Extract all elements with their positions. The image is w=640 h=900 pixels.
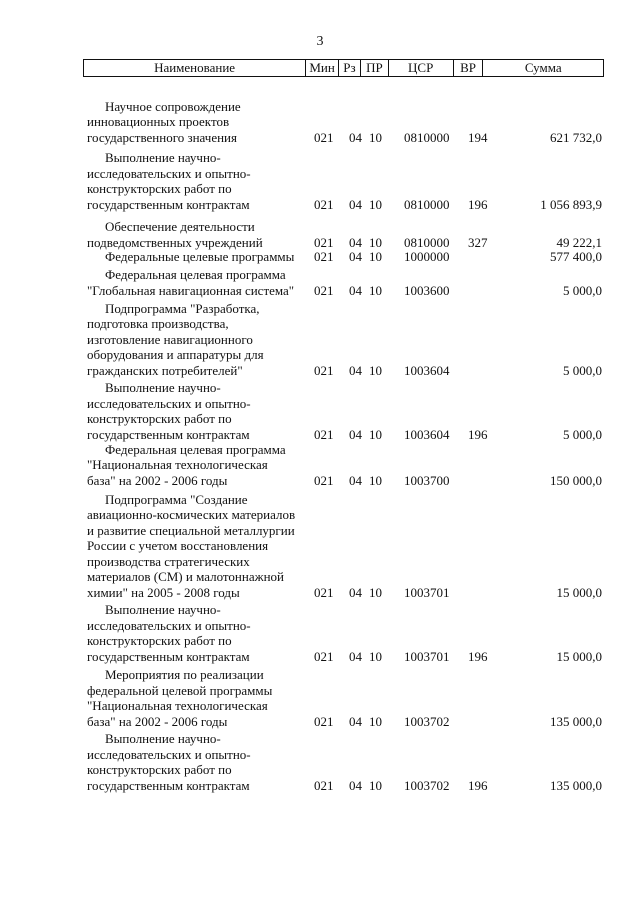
row-name-line: подведомственных учреждений bbox=[87, 234, 263, 250]
row-sum: 150 000,0 bbox=[550, 472, 602, 488]
row-name-line: конструкторских работ по bbox=[87, 181, 232, 196]
row-name-line: авиационно-космических материалов bbox=[87, 507, 296, 522]
row-name bbox=[87, 99, 309, 146]
row-pr: 10 bbox=[369, 248, 382, 264]
row-name-line: химии" на 2005 - 2008 годы bbox=[87, 584, 240, 600]
row-min: 021 bbox=[314, 584, 334, 600]
row-csr: 1003702 bbox=[404, 777, 450, 793]
row-name-line: исследовательских и опытно- bbox=[87, 617, 251, 633]
row-name bbox=[87, 380, 309, 442]
row-name-line: государственным контрактам bbox=[87, 196, 250, 212]
table-row bbox=[0, 99, 640, 146]
row-name-line: оборудования и аппаратуры для bbox=[87, 347, 264, 362]
row-csr: 1003604 bbox=[404, 362, 450, 378]
row-min: 021 bbox=[314, 713, 334, 729]
row-rz: 04 bbox=[349, 248, 362, 264]
row-name bbox=[87, 219, 309, 250]
row-csr: 1000000 bbox=[404, 248, 450, 264]
row-name-line: "Национальная технологическая bbox=[87, 698, 268, 713]
row-name-line: база" на 2002 - 2006 годы bbox=[87, 472, 228, 488]
row-name bbox=[87, 249, 309, 265]
row-csr: 1003600 bbox=[404, 282, 450, 298]
row-name-line: исследовательских и опытно- bbox=[87, 395, 251, 411]
row-sum: 621 732,0 bbox=[550, 129, 602, 145]
row-sum: 49 222,1 bbox=[556, 234, 602, 250]
row-rz: 04 bbox=[349, 129, 362, 145]
row-pr: 10 bbox=[369, 777, 382, 793]
table-row bbox=[0, 249, 640, 265]
row-name-line: инновационных проектов bbox=[87, 114, 230, 129]
row-csr: 1003701 bbox=[404, 584, 450, 600]
row-name bbox=[87, 731, 309, 793]
row-rz: 04 bbox=[349, 426, 362, 442]
row-name-line: государственным контрактам bbox=[87, 777, 250, 793]
row-min: 021 bbox=[314, 426, 334, 442]
row-name bbox=[87, 267, 309, 298]
row-name-line: Федеральная целевая программа bbox=[105, 267, 286, 282]
row-sum: 5 000,0 bbox=[563, 282, 602, 298]
row-name-line: Выполнение научно- bbox=[105, 380, 221, 395]
row-sum: 135 000,0 bbox=[550, 777, 602, 793]
row-pr: 10 bbox=[369, 472, 382, 488]
row-min: 021 bbox=[314, 362, 334, 378]
row-name-line: государственным контрактам bbox=[87, 648, 250, 664]
page-number: 3 bbox=[316, 34, 324, 49]
table-row bbox=[0, 150, 640, 212]
row-pr: 10 bbox=[369, 196, 382, 212]
row-name-line: Федеральные целевые программы bbox=[105, 248, 295, 264]
row-rz: 04 bbox=[349, 713, 362, 729]
row-min: 021 bbox=[314, 472, 334, 488]
row-name-line: исследовательских и опытно- bbox=[87, 165, 251, 181]
row-rz: 04 bbox=[349, 648, 362, 664]
row-name-line: России с учетом восстановления bbox=[87, 538, 269, 553]
row-pr: 10 bbox=[369, 282, 382, 298]
row-sum: 5 000,0 bbox=[563, 362, 602, 378]
table-row bbox=[0, 667, 640, 729]
row-name-line: "Национальная технологическая bbox=[87, 457, 268, 472]
row-name-line: конструкторских работ по bbox=[87, 411, 232, 426]
row-sum: 135 000,0 bbox=[550, 713, 602, 729]
header-name: Наименование bbox=[84, 60, 306, 76]
row-csr: 0810000 bbox=[404, 234, 450, 250]
row-name bbox=[87, 150, 309, 212]
header-sum: Сумма bbox=[524, 60, 562, 75]
row-pr: 10 bbox=[369, 584, 382, 600]
row-name-line: Подпрограмма "Разработка, bbox=[105, 300, 260, 316]
row-name-line: Мероприятия по реализации bbox=[105, 667, 264, 682]
row-min: 021 bbox=[314, 129, 334, 145]
row-vr: 196 bbox=[468, 426, 488, 442]
row-csr: 0810000 bbox=[404, 129, 450, 145]
row-name bbox=[87, 301, 309, 379]
row-rz: 04 bbox=[349, 777, 362, 793]
row-min: 021 bbox=[314, 777, 334, 793]
row-rz: 04 bbox=[349, 196, 362, 212]
row-min: 021 bbox=[314, 196, 334, 212]
row-min: 021 bbox=[314, 282, 334, 298]
row-name-line: конструкторских работ по bbox=[87, 762, 232, 777]
row-csr: 0810000 bbox=[404, 196, 450, 212]
row-name bbox=[87, 602, 309, 664]
row-rz: 04 bbox=[349, 584, 362, 600]
row-sum: 5 000,0 bbox=[563, 426, 602, 442]
header-csr: ЦСР bbox=[389, 60, 454, 76]
row-name-line: база" на 2002 - 2006 годы bbox=[87, 713, 228, 729]
table-row bbox=[0, 442, 640, 489]
row-vr: 327 bbox=[468, 234, 488, 250]
row-name-line: Подпрограмма "Создание bbox=[105, 491, 248, 507]
row-pr: 10 bbox=[369, 362, 382, 378]
row-name bbox=[87, 442, 309, 489]
row-name-line: и развитие специальной металлургии bbox=[87, 522, 295, 538]
row-name-line: "Глобальная навигационная система" bbox=[87, 282, 295, 298]
row-name-line: государственным контрактам bbox=[87, 426, 250, 442]
row-rz: 04 bbox=[349, 472, 362, 488]
row-name-line: Научное сопровождение bbox=[105, 98, 241, 114]
row-pr: 10 bbox=[369, 426, 382, 442]
table-row bbox=[0, 492, 640, 601]
row-name-line: конструкторских работ по bbox=[87, 633, 232, 648]
row-name-line: Выполнение научно- bbox=[105, 602, 221, 617]
row-sum: 1 056 893,9 bbox=[540, 196, 602, 212]
row-rz: 04 bbox=[349, 234, 362, 250]
row-min: 021 bbox=[314, 234, 334, 250]
row-pr: 10 bbox=[369, 234, 382, 250]
row-name-line: изготовление навигационного bbox=[87, 331, 253, 347]
row-rz: 04 bbox=[349, 282, 362, 298]
row-name-line: Выполнение научно- bbox=[105, 150, 221, 165]
row-sum: 577 400,0 bbox=[550, 248, 602, 264]
row-sum: 15 000,0 bbox=[556, 584, 602, 600]
row-name-line: подготовка производства, bbox=[87, 316, 229, 331]
row-rz: 04 bbox=[349, 362, 362, 378]
header-rz: Рз bbox=[339, 60, 361, 76]
row-name bbox=[87, 492, 309, 601]
header-vr: ВР bbox=[454, 60, 484, 76]
row-vr: 196 bbox=[468, 196, 488, 212]
row-name bbox=[87, 667, 309, 729]
row-sum: 15 000,0 bbox=[556, 648, 602, 664]
table-row bbox=[0, 219, 640, 250]
row-name-line: Обеспечение деятельности bbox=[105, 219, 255, 234]
row-pr: 10 bbox=[369, 129, 382, 145]
row-vr: 196 bbox=[468, 777, 488, 793]
row-name-line: государственного значения bbox=[87, 129, 237, 145]
header-pr: ПР bbox=[361, 60, 389, 76]
row-name-line: материалов (СМ) и малотоннажной bbox=[87, 569, 285, 584]
row-vr: 196 bbox=[468, 648, 488, 664]
row-pr: 10 bbox=[369, 713, 382, 729]
row-csr: 1003604 bbox=[404, 426, 450, 442]
row-vr: 194 bbox=[468, 129, 488, 145]
row-csr: 1003700 bbox=[404, 472, 450, 488]
row-csr: 1003701 bbox=[404, 648, 450, 664]
table-row bbox=[0, 380, 640, 442]
table-row bbox=[0, 267, 640, 298]
row-name-line: исследовательских и опытно- bbox=[87, 746, 251, 762]
row-name-line: производства стратегических bbox=[87, 553, 250, 569]
row-name-line: гражданских потребителей" bbox=[87, 362, 243, 378]
row-name-line: Выполнение научно- bbox=[105, 731, 221, 746]
row-name-line: Федеральная целевая программа bbox=[105, 441, 286, 457]
row-min: 021 bbox=[314, 648, 334, 664]
table-row bbox=[0, 731, 640, 793]
row-min: 021 bbox=[314, 248, 334, 264]
table-row bbox=[0, 602, 640, 664]
row-name-line: федеральной целевой программы bbox=[87, 682, 273, 698]
row-pr: 10 bbox=[369, 648, 382, 664]
header-min: Мин bbox=[306, 60, 339, 76]
table-row bbox=[0, 301, 640, 379]
row-csr: 1003702 bbox=[404, 713, 450, 729]
